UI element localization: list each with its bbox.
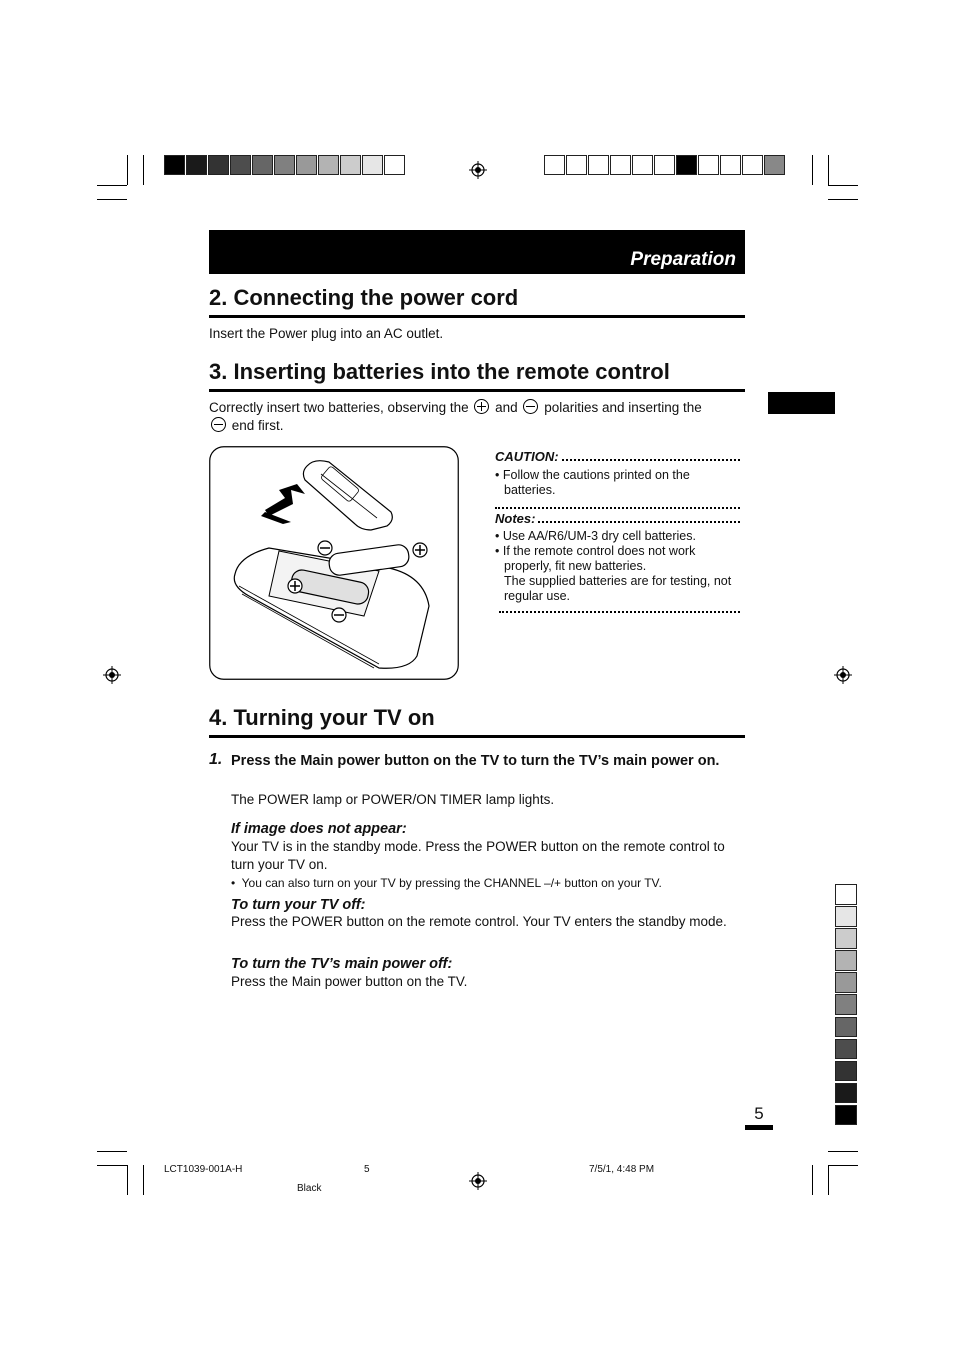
color-swatch [318, 155, 339, 175]
trim-mark [812, 1165, 813, 1195]
notes-item-continued: The supplied batteries are for testing, not regular use. [504, 574, 732, 603]
main-power-off-title: To turn the TV’s main power off: [231, 956, 453, 972]
color-swatch [544, 155, 565, 175]
notes-item: • If the remote control does not work properly, fit new batteries. [495, 544, 696, 573]
notes-item: • Use AA/R6/UM-3 dry cell batteries. [495, 529, 696, 543]
color-swatch [742, 155, 763, 175]
color-swatch [654, 155, 675, 175]
color-swatch [566, 155, 587, 175]
color-scale-top-right [544, 155, 786, 175]
no-image-text: Your TV is in the standby mode. Press the POWER button on the remote control to turn your TV on. [231, 839, 725, 872]
color-swatch [632, 155, 653, 175]
registration-mark-icon [834, 666, 852, 684]
color-swatch [835, 1083, 857, 1104]
color-swatch [764, 155, 785, 175]
caution-notes-box [495, 449, 740, 613]
remote-battery-illustration [209, 446, 459, 680]
color-swatch [698, 155, 719, 175]
color-swatch [835, 884, 857, 905]
batteries-text-part1: Correctly insert two batteries, observing the [209, 400, 469, 415]
page-number-underline [745, 1125, 773, 1130]
color-swatch [186, 155, 207, 175]
color-swatch [835, 906, 857, 927]
caution-item-text: Follow the cautions printed on the batteries. [502, 468, 690, 497]
batteries-text-and: and [495, 400, 518, 415]
minus-polarity-icon [523, 399, 538, 414]
color-swatch [610, 155, 631, 175]
color-swatch [835, 972, 857, 993]
trim-mark [97, 185, 127, 186]
registration-mark-icon [469, 161, 487, 179]
power-cord-text: Insert the Power plug into an AC outlet. [209, 326, 444, 341]
minus-polarity-icon [211, 417, 226, 432]
color-swatch [362, 155, 383, 175]
registration-mark-icon [469, 1172, 487, 1190]
tv-off-text: Press the POWER button on the remote control. Your TV enters the standby mode. [231, 914, 727, 929]
color-swatch [720, 155, 741, 175]
caution-item: • Follow the cautions printed on the batteries. [495, 468, 690, 497]
no-image-bullet-text: You can also turn on your TV by pressing the CHANNEL –/+ button on your TV. [241, 876, 662, 890]
heading-connecting-power-cord: 2. Connecting the power cord [209, 285, 745, 318]
notes-item-text: If the remote control does not work properly, fit new batteries. [502, 544, 696, 573]
trim-mark [828, 155, 829, 185]
footer-date: 7/5/1, 4:48 PM [589, 1164, 655, 1175]
caution-title: CAUTION: [495, 449, 559, 464]
trim-mark [828, 1165, 858, 1166]
color-scale-top-left [164, 155, 406, 175]
color-swatch [340, 155, 361, 175]
tv-off-title: To turn your TV off: [231, 897, 366, 913]
batteries-instruction [209, 399, 749, 435]
main-power-off-text: Press the Main power button on the TV. [231, 974, 468, 989]
step-number: 1. [209, 751, 223, 768]
step-1-result: The POWER lamp or POWER/ON TIMER lamp lights. [231, 792, 555, 807]
trim-mark [143, 155, 144, 185]
color-swatch [384, 155, 405, 175]
color-swatch [164, 155, 185, 175]
color-swatch [835, 1105, 857, 1126]
trim-mark [97, 1151, 127, 1152]
color-swatch [252, 155, 273, 175]
trim-mark [828, 199, 858, 200]
page-number: 5 [754, 1104, 764, 1123]
color-swatch [208, 155, 229, 175]
color-swatch [835, 994, 857, 1015]
section-banner [209, 230, 745, 274]
notes-item-text: Use AA/R6/UM-3 dry cell batteries. [502, 529, 696, 543]
footer-code: LCT1039-001A-H [164, 1164, 243, 1175]
color-swatch [676, 155, 697, 175]
trim-mark [143, 1165, 144, 1195]
registration-mark-icon [103, 666, 121, 684]
footer-color: Black [297, 1183, 322, 1194]
color-swatch [835, 1039, 857, 1060]
footer-page: 5 [364, 1164, 370, 1175]
color-swatch [230, 155, 251, 175]
trim-mark [127, 1165, 128, 1195]
heading-turning-tv-on: 4. Turning your TV on [209, 705, 745, 738]
side-tab-marker [768, 392, 835, 414]
color-swatch [835, 1061, 857, 1082]
batteries-text-part2: polarities and inserting the [544, 400, 702, 415]
notes-title: Notes: [495, 511, 536, 526]
plus-polarity-icon [474, 399, 489, 414]
color-swatch [274, 155, 295, 175]
trim-mark [97, 199, 127, 200]
trim-mark [828, 1151, 858, 1152]
section-label: Preparation [630, 249, 736, 270]
color-swatch [588, 155, 609, 175]
trim-mark [828, 185, 858, 186]
no-image-title: If image does not appear: [231, 821, 407, 837]
trim-mark [828, 1165, 829, 1195]
trim-mark [97, 1165, 127, 1166]
color-swatch [296, 155, 317, 175]
no-image-bullet: • You can also turn on your TV by pressing the CHANNEL –/+ button on your TV. [231, 876, 662, 890]
color-swatch [835, 1017, 857, 1038]
batteries-text-part3: end first. [231, 418, 284, 433]
color-scale-side [835, 884, 857, 1127]
trim-mark [127, 155, 128, 185]
color-swatch [835, 950, 857, 971]
color-swatch [835, 928, 857, 949]
heading-inserting-batteries: 3. Inserting batteries into the remote control [209, 359, 745, 392]
step-1-instruction: Press the Main power button on the TV to turn the TV’s main power on. [231, 753, 720, 769]
trim-mark [812, 155, 813, 185]
